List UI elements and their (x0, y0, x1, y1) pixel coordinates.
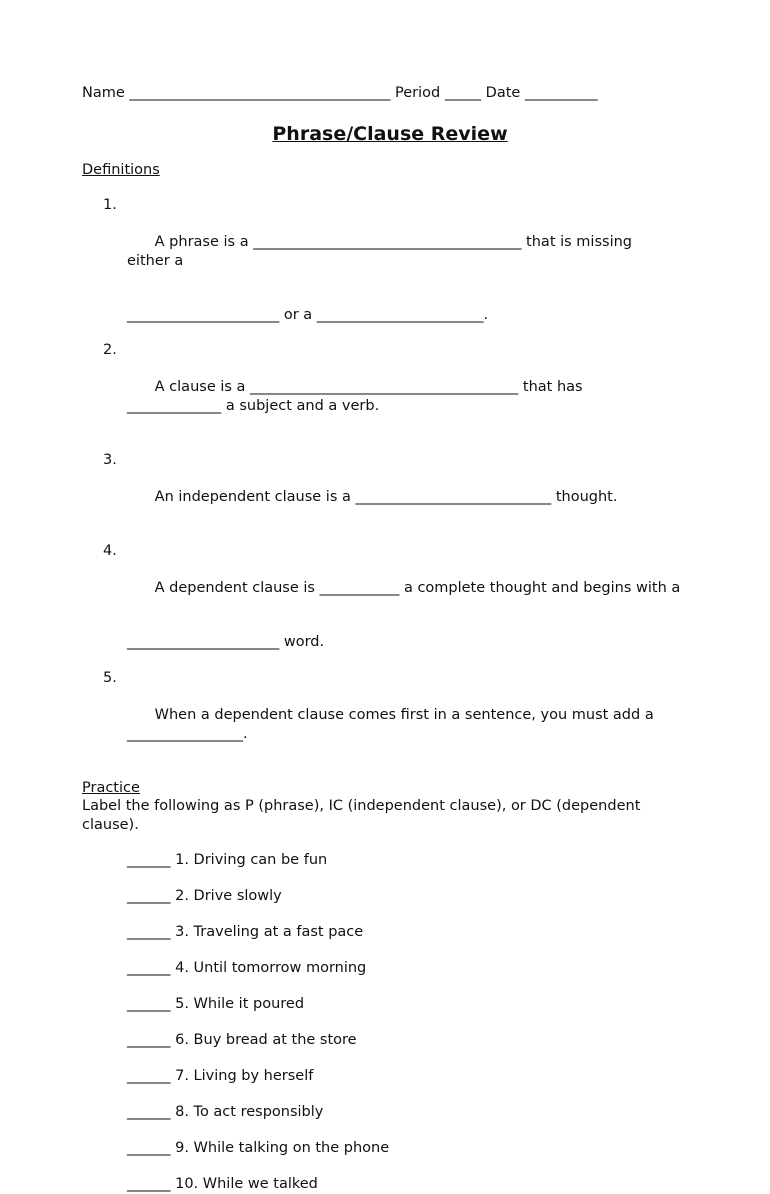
practice-item: ______ 8. To act responsibly (127, 1104, 324, 1120)
definition-text: An independent clause is a ___________________________ thought. (154, 488, 618, 505)
definition-item-1 (82, 196, 692, 289)
definition-4-continuation: _____________________ word. (127, 633, 325, 650)
definition-number: 3. (103, 451, 117, 468)
practice-item: ______ 7. Living by herself (127, 1068, 314, 1084)
definition-item-5 (82, 669, 692, 762)
definition-text: A clause is a _____________________________________ that has _____________ a subject and a verb. (127, 379, 583, 414)
practice-item: ______ 4. Until tomorrow morning (127, 960, 367, 976)
worksheet-page (82, 82, 692, 1194)
definition-text: When a dependent clause comes first in a sentence, you must add a ________________. (127, 707, 654, 742)
practice-item: ______ 3. Traveling at a fast pace (127, 924, 364, 940)
practice-item: ______ 1. Driving can be fun (127, 852, 328, 868)
practice-heading: Practice (82, 779, 140, 796)
definition-text: A dependent clause is ___________ a complete thought and begins with a (154, 579, 681, 596)
page-title: Phrase/Clause Review (272, 123, 508, 145)
name-period-date-line: Name ____________________________________ Period _____ Date __________ (82, 85, 598, 101)
definition-number: 2. (103, 342, 117, 358)
definitions-heading: Definitions (82, 162, 160, 178)
definition-item-2 (82, 341, 692, 434)
definition-item-4 (82, 542, 692, 616)
definitions-list (82, 196, 692, 762)
practice-item: ______ 10. While we talked (127, 1176, 318, 1192)
practice-item: ______ 6. Buy bread at the store (127, 1032, 357, 1048)
practice-item: ______ 5. While it poured (127, 996, 305, 1012)
definition-number: 1. (103, 197, 117, 213)
practice-instructions: Label the following as P (phrase), IC (independent clause), or DC (dependent clause). (82, 798, 641, 833)
definition-text: A phrase is a _____________________________________ that is missing either a (127, 234, 632, 269)
practice-item: ______ 2. Drive slowly (127, 888, 282, 904)
practice-list (82, 851, 692, 1194)
definition-number: 4. (103, 542, 117, 559)
definition-1-continuation: _____________________ or a _______________________. (127, 306, 489, 323)
practice-item: ______ 9. While talking on the phone (127, 1140, 390, 1156)
definition-number: 5. (103, 670, 117, 686)
definition-item-3 (82, 451, 692, 525)
